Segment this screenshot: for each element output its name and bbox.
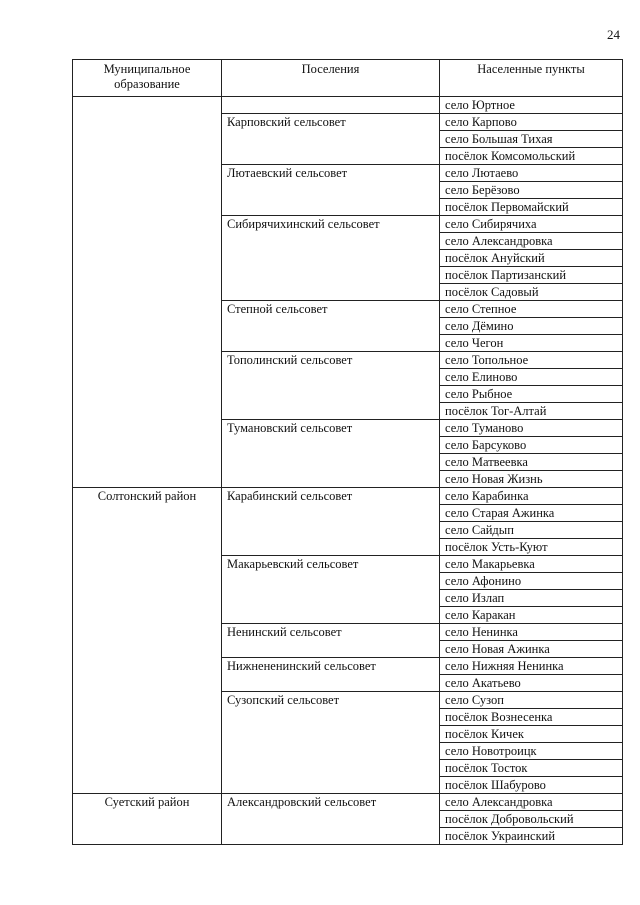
locality-cell: село Матвеевка — [440, 454, 623, 471]
locality-cell: село Каракан — [440, 607, 623, 624]
locality-cell: посёлок Первомайский — [440, 199, 623, 216]
locality-cell: село Излап — [440, 590, 623, 607]
locality-cell: посёлок Добровольский — [440, 811, 623, 828]
settlement-cell: Сибирячихинский сельсовет — [222, 216, 440, 301]
municipality-cell: Суетский район — [73, 794, 222, 845]
locality-cell: село Карпово — [440, 114, 623, 131]
locality-cell: посёлок Тог-Алтай — [440, 403, 623, 420]
locality-cell: посёлок Усть-Куют — [440, 539, 623, 556]
table-body — [73, 97, 623, 845]
table-header-row — [73, 60, 623, 97]
locality-cell: село Карабинка — [440, 488, 623, 505]
locality-cell: село Новая Ажинка — [440, 641, 623, 658]
settlement-cell: Ненинский сельсовет — [222, 624, 440, 658]
locality-cell: село Сайдып — [440, 522, 623, 539]
settlement-cell: Сузопский сельсовет — [222, 692, 440, 794]
municipality-cell: Солтонский район — [73, 488, 222, 794]
locality-cell: село Сузоп — [440, 692, 623, 709]
locality-cell: село Сибирячиха — [440, 216, 623, 233]
settlement-cell: Степной сельсовет — [222, 301, 440, 352]
locality-cell: село Берёзово — [440, 182, 623, 199]
locality-cell: посёлок Партизанский — [440, 267, 623, 284]
table-row — [73, 97, 623, 114]
locality-cell: село Чегон — [440, 335, 623, 352]
settlement-cell — [222, 97, 440, 114]
settlement-cell: Тумановский сельсовет — [222, 420, 440, 488]
locality-cell: посёлок Тосток — [440, 760, 623, 777]
table-row — [73, 488, 623, 505]
locality-cell: село Степное — [440, 301, 623, 318]
header-localities: Населенные пункты — [440, 60, 623, 97]
locality-cell: село Александровка — [440, 794, 623, 811]
locality-cell: посёлок Шабурово — [440, 777, 623, 794]
settlement-cell: Карповский сельсовет — [222, 114, 440, 165]
settlements-table — [72, 59, 623, 845]
locality-cell: село Большая Тихая — [440, 131, 623, 148]
locality-cell: село Юртное — [440, 97, 623, 114]
header-municipality: Муниципальное образование — [73, 60, 222, 97]
locality-cell: село Дёмино — [440, 318, 623, 335]
settlement-cell: Тополинский сельсовет — [222, 352, 440, 420]
locality-cell: село Туманово — [440, 420, 623, 437]
locality-cell: село Старая Ажинка — [440, 505, 623, 522]
locality-cell: село Топольное — [440, 352, 623, 369]
locality-cell: село Нижняя Ненинка — [440, 658, 623, 675]
locality-cell: село Барсуково — [440, 437, 623, 454]
locality-cell: посёлок Вознесенка — [440, 709, 623, 726]
locality-cell: село Елиново — [440, 369, 623, 386]
locality-cell: посёлок Комсомольский — [440, 148, 623, 165]
page-number: 24 — [607, 27, 620, 42]
locality-cell: село Новотроицк — [440, 743, 623, 760]
locality-cell: посёлок Садовый — [440, 284, 623, 301]
locality-cell: посёлок Кичек — [440, 726, 623, 743]
locality-cell: посёлок Ануйский — [440, 250, 623, 267]
settlement-cell: Александровский сельсовет — [222, 794, 440, 845]
locality-cell: село Афонино — [440, 573, 623, 590]
locality-cell: село Александровка — [440, 233, 623, 250]
table-row — [73, 794, 623, 811]
settlement-cell: Нижнененинский сельсовет — [222, 658, 440, 692]
header-settlements: Поселения — [222, 60, 440, 97]
settlement-cell: Макарьевский сельсовет — [222, 556, 440, 624]
locality-cell: посёлок Украинский — [440, 828, 623, 845]
locality-cell: село Рыбное — [440, 386, 623, 403]
locality-cell: село Ненинка — [440, 624, 623, 641]
locality-cell: село Новая Жизнь — [440, 471, 623, 488]
locality-cell: село Лютаево — [440, 165, 623, 182]
locality-cell: село Макарьевка — [440, 556, 623, 573]
locality-cell: село Акатьево — [440, 675, 623, 692]
municipality-cell — [73, 97, 222, 488]
settlement-cell: Карабинский сельсовет — [222, 488, 440, 556]
settlement-cell: Лютаевский сельсовет — [222, 165, 440, 216]
